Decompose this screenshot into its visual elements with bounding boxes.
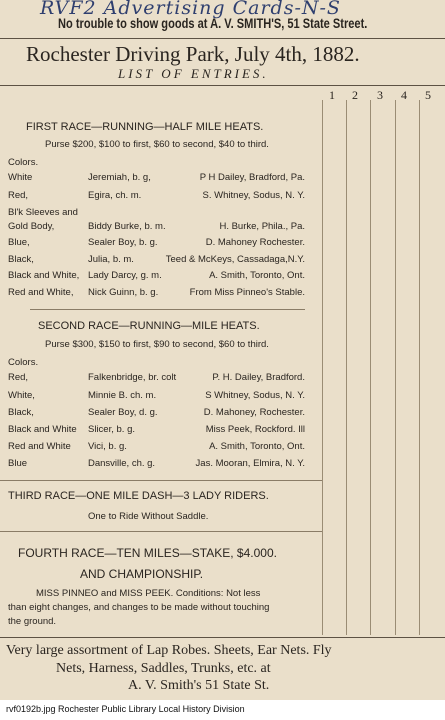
entry-owner: Teed & McKeys, Cassadaga,N.Y. — [165, 254, 305, 265]
race2-purse: Purse $300, $150 to first, $90 to second, $60 to third. — [45, 339, 269, 350]
list-of-entries-heading: LIST OF ENTRIES. — [118, 66, 269, 81]
race2-entry — [0, 458, 305, 472]
archive-caption: rvf0192b.jpg Rochester Public Library Local History Division — [6, 704, 245, 714]
column-rule — [395, 100, 396, 635]
entry-owner: P. H. Dailey, Bradford. — [212, 372, 305, 383]
entry-horse: Lady Darcy, g. m. — [88, 270, 162, 281]
race2-colors-label: Colors. — [8, 357, 39, 368]
race1-entry — [0, 190, 305, 204]
entry-owner: H. Burke, Phila., Pa. — [219, 221, 305, 232]
race1-purse: Purse $200, $100 to first, $60 to second, $40 to third. — [45, 139, 269, 150]
race4-conditions-line1: MISS PINNEO and MISS PEEK. Conditions: Not less — [36, 588, 261, 599]
race1-entry — [0, 270, 305, 284]
race1-entry — [0, 254, 305, 268]
entry-horse: Jeremiah, b. g, — [88, 172, 151, 183]
entry-colors: Red and White, — [8, 287, 74, 298]
header-divider — [0, 85, 445, 86]
race1-entry — [0, 237, 305, 251]
footer-line3: A. V. Smith's 51 State St. — [128, 678, 270, 693]
entry-owner: From Miss Pinneo's Stable. — [189, 287, 305, 298]
heat-number-3: 3 — [377, 88, 383, 102]
entry-colors: Red and White — [8, 441, 71, 452]
heat-number-1: 1 — [329, 88, 335, 102]
section-divider — [0, 531, 322, 532]
entry-horse: Slicer, b. g. — [88, 424, 135, 435]
section-divider — [30, 309, 305, 310]
entry-horse: Dansville, ch. g. — [88, 458, 156, 469]
race2-heading: SECOND RACE—RUNNING—MILE HEATS. — [38, 320, 260, 332]
entry-colors: Black and White, — [8, 270, 80, 281]
race4-heading: FOURTH RACE—TEN MILES—STAKE, $4.000. — [18, 546, 277, 560]
race2-entry — [0, 372, 305, 386]
section-divider — [0, 480, 322, 481]
entry-colors: Blue — [8, 458, 28, 469]
entry-colors: Bl'k Sleeves and — [8, 207, 78, 218]
card-title: Rochester Driving Park, July 4th, 1882. — [26, 42, 360, 66]
entry-colors: Red, — [8, 372, 29, 383]
entry-colors: Black and White — [8, 424, 77, 435]
top-divider — [0, 38, 445, 39]
column-rule — [346, 100, 347, 635]
footer-divider — [0, 637, 445, 638]
entry-colors: White — [8, 172, 33, 183]
entry-colors: Red, — [8, 190, 29, 201]
entry-horse: Falkenbridge, br. colt — [88, 372, 177, 383]
heat-number-4: 4 — [401, 88, 407, 102]
race3-heading: THIRD RACE—ONE MILE DASH—3 LADY RIDERS. — [8, 490, 269, 502]
entry-owner: S Whitney, Sodus, N. Y. — [205, 390, 305, 401]
race4-conditions-line3: the ground. — [8, 616, 57, 627]
race2-entry — [0, 441, 305, 455]
race1-entry — [0, 221, 305, 235]
race1-heading: FIRST RACE—RUNNING—HALF MILE HEATS. — [26, 121, 264, 133]
entry-colors: Black, — [8, 254, 34, 265]
race2-entry — [0, 390, 305, 404]
race1-entry — [0, 172, 305, 186]
race4-conditions-line2: than eight changes, and changes to be made without touching — [8, 602, 270, 613]
column-rule — [419, 100, 420, 635]
race1-entry — [0, 287, 305, 301]
entry-owner: A. Smith, Toronto, Ont. — [209, 270, 305, 281]
entry-owner: D. Mahoney Rochester. — [205, 237, 305, 248]
footer-line1: Very large assortment of Lap Robes. Sheets, Ear Nets. Fly — [6, 643, 332, 658]
column-rule — [322, 100, 323, 635]
race2-entry — [0, 407, 305, 421]
entry-owner: D. Mahoney, Rochester. — [203, 407, 305, 418]
column-rule — [370, 100, 371, 635]
entry-horse: Biddy Burke, b. m. — [88, 221, 166, 232]
entry-horse: Egira, ch. m. — [88, 190, 142, 201]
entry-colors: Black, — [8, 407, 34, 418]
entry-owner: Jas. Mooran, Elmira, N. Y. — [195, 458, 305, 469]
entry-owner: S. Whitney, Sodus, N. Y. — [202, 190, 305, 201]
entry-owner: Miss Peek, Rockford. Ill — [205, 424, 305, 435]
race1-colors-label: Colors. — [8, 157, 39, 168]
entry-owner: A. Smith, Toronto, Ont. — [209, 441, 305, 452]
entry-horse: Julia, b. m. — [88, 254, 134, 265]
race4-heading-championship: AND CHAMPIONSHIP. — [80, 567, 204, 581]
race1-entry — [0, 207, 305, 221]
heat-number-5: 5 — [425, 88, 431, 102]
entry-colors: White, — [8, 390, 35, 401]
heat-number-2: 2 — [352, 88, 358, 102]
top-banner: No trouble to show goods at A. V. SMITH'S, 51 State Street. — [58, 16, 368, 31]
entry-horse: Minnie B. ch. m. — [88, 390, 157, 401]
race2-entry — [0, 424, 305, 438]
entry-owner: P H Dailey, Bradford, Pa. — [199, 172, 305, 183]
entry-horse: Sealer Boy, b. g. — [88, 237, 158, 248]
handwritten-note: RVF2 Advertising Cards-N-S — [40, 0, 341, 19]
entry-horse: Nick Guinn, b. g. — [88, 287, 159, 298]
entry-horse: Sealer Boy, d. g. — [88, 407, 158, 418]
entry-horse: Vici, b. g. — [88, 441, 127, 452]
race3-note: One to Ride Without Saddle. — [88, 511, 209, 522]
footer-advertisement — [0, 641, 445, 700]
footer-line2: Nets, Harness, Saddles, Trunks, etc. at — [56, 661, 271, 676]
entry-colors: Gold Body, — [8, 221, 55, 232]
entry-colors: Blue, — [8, 237, 30, 248]
